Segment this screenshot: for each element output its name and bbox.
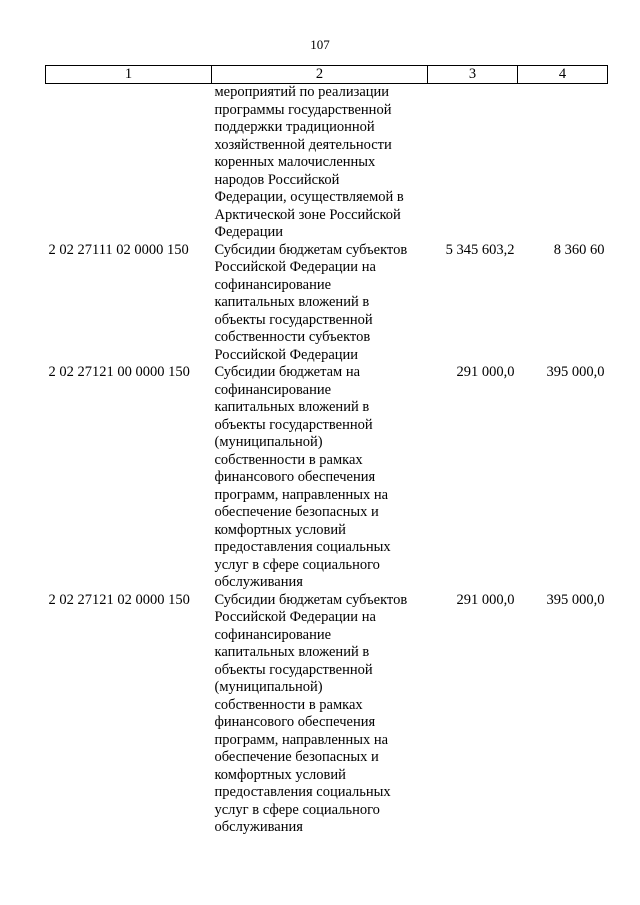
budget-table	[45, 65, 608, 837]
budget-name-cell	[212, 242, 428, 365]
budget-code-cell: 2 02 27121 02 0000 150	[48, 591, 190, 608]
budget-name-cell	[212, 364, 428, 592]
budget-name-cell	[212, 84, 428, 242]
column-header-1: 1	[46, 66, 212, 84]
budget-name-text: мероприятий по реализации программы государственной поддержки традиционной хозяйственной деятельности коренных малочисленных народов Российской Федерации, осуществляемой в Арктической зоне Российской Федерации	[214, 84, 404, 240]
table-row	[46, 242, 608, 365]
amount-cell-1	[428, 84, 518, 242]
amount-cell-2: 395 000,0	[546, 591, 605, 608]
budget-code-cell: 2 02 27111 02 0000 150	[48, 241, 189, 258]
table-row	[46, 84, 608, 242]
budget-name-text: Субсидии бюджетам на софинансирование капитальных вложений в объекты государственной (муниципальной) собственности в рамках финансового обеспечения программ, направленных на обеспечение безопасных и комфортных условий предоставления социальных услуг в сфере социального обслуживания	[214, 364, 391, 590]
amount-cell-2: 8 360 60	[553, 241, 605, 258]
budget-name-cell	[212, 592, 428, 837]
column-header-4: 4	[518, 66, 608, 84]
table-row	[46, 364, 608, 592]
amount-cell-2: 395 000,0	[546, 364, 605, 380]
page-number: 107	[310, 37, 330, 52]
amount-cell-1: 291 000,0	[456, 591, 515, 608]
table-row	[46, 592, 608, 837]
table-header-row	[46, 66, 608, 84]
budget-name-text: Субсидии бюджетам субъектов Российской Федерации на софинансирование капитальных вложений в объекты государственной собственности субъектов Российской Федерации	[214, 241, 408, 363]
amount-cell-2	[518, 84, 608, 242]
column-header-3: 3	[428, 66, 518, 84]
budget-code-cell: 2 02 27121 00 0000 150	[48, 364, 190, 380]
budget-code-cell	[46, 84, 212, 242]
column-header-2: 2	[212, 66, 428, 84]
amount-cell-1: 291 000,0	[456, 364, 515, 380]
budget-name-text: Субсидии бюджетам субъектов Российской Федерации на софинансирование капитальных вложений в объекты государственной (муниципальной) собственности в рамках финансового обеспечения программ, направленных на обеспечение безопасных и комфортных условий предоставления социальных услуг в сфере социального обслуживания	[214, 591, 408, 835]
amount-cell-1: 5 345 603,2	[445, 241, 515, 258]
